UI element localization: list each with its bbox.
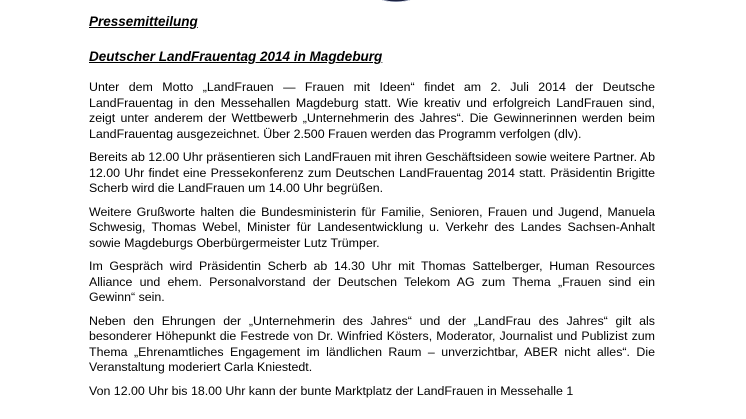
- paragraph-schedule: Bereits ab 12.00 Uhr präsentieren sich LandFrauen mit ihren Geschäftsideen sowie weitere Partner. Ab 12.00 Uhr findet eine Pressekonferenz zum Deutschen LandFrauentag 2014 statt. Präsidentin Brigitte Scherb wird die LandFrauen um 14.00 Uhr begrüßen.: [89, 150, 655, 195]
- document-label: Pressemitteilung: [89, 14, 198, 29]
- paragraph-intro: Unter dem Motto „LandFrauen — Frauen mit Ideen“ findet am 2. Juli 2014 der Deutsche LandFrauentag in den Messehallen Magdeburg statt. Wie kreativ und erfolgreich LandFrauen sind, zeigt unter anderem der Wettbewerb „Unternehmerin des Jahres“. Die Gewinnerinnen werden beim LandFrauentag ausgezeichnet. Über 2.500 Frauen werden das Programm verfolgen (dlv).: [89, 80, 655, 141]
- paragraph-greetings: Weitere Grußworte halten die Bundesministerin für Familie, Senioren, Frauen und Jugend, Manuela Schwesig, Thomas Webel, Minister für Landesentwicklung u. Verkehr des Landes Sachsen-Anhalt sowie Magdeburgs Oberbürgermeister Lutz Trümper.: [89, 204, 655, 250]
- press-release: [89, 13, 655, 407]
- paragraph-awards: Neben den Ehrungen der „Unternehmerin des Jahres“ und der „LandFrau des Jahres“ gilt als besonderer Höhepunkt die Festrede von Dr. Winfried Kösters, Moderator, Journalist und Publizist zum Thema „Ehrenamtliches Engagement im ländlichen Raum – unverzichtbar, ABER nicht alles“. Die Veranstaltung moderiert Carla Kniestedt.: [89, 313, 655, 374]
- logo-emblem-icon: [342, 0, 450, 4]
- paragraph-conversation: Im Gespräch wird Präsidentin Scherb ab 14.30 Uhr mit Thomas Sattelberger, Human Resources Alliance und ehem. Personalvorstand der Deutschen Telekom AG zum Thema „Frauen sind ein Gewinn“ sein.: [89, 259, 655, 304]
- document-title: Deutscher LandFrauentag 2014 in Magdeburg: [89, 49, 383, 64]
- paragraph-marketplace: Von 12.00 Uhr bis 18.00 Uhr kann der bunte Marktplatz der LandFrauen in Messehalle 1: [89, 383, 574, 398]
